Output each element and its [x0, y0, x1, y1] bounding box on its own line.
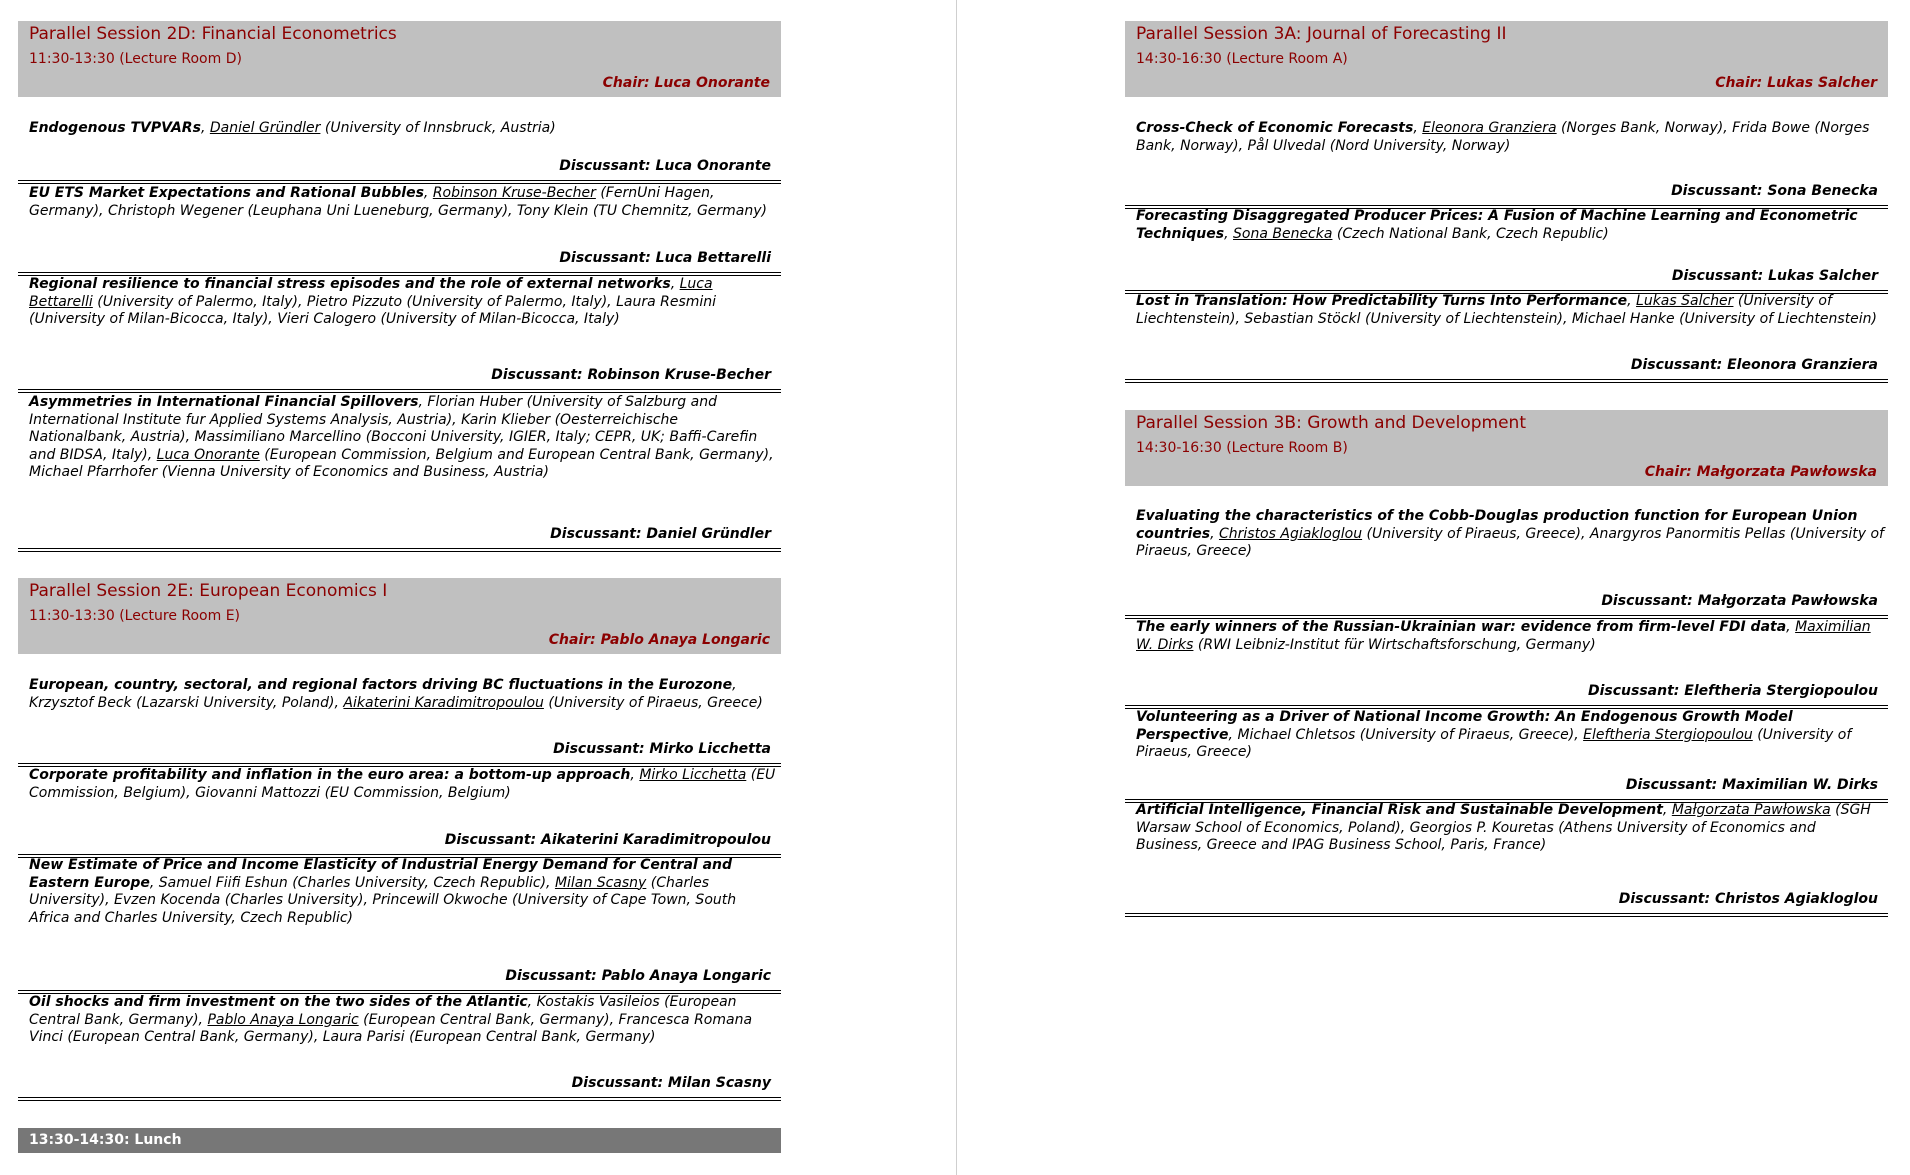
discussant-label: Discussant: Małgorzata Pawłowska	[1601, 593, 1878, 609]
paper-title: Volunteering as a Driver of National Income Growth: An Endogenous Growth Model Perspective	[1136, 709, 1793, 743]
paper-title: Cross-Check of Economic Forecasts	[1136, 120, 1414, 136]
presenter-name: Eleftheria Stergiopoulou	[1583, 726, 1753, 743]
presenter-name: Sona Benecka	[1233, 225, 1333, 242]
presenter-name: Maximilian W. Dirks	[1136, 619, 1871, 653]
paper-entry: Cross-Check of Economic Forecasts, Eleonora Granziera (Norges Bank, Norway), Frida Bowe (Norges Bank, Norway), Pål Ulvedal (Nord University, Norway)	[1136, 120, 1870, 154]
paper-title: European, country, sectoral, and regional factors driving BC fluctuations in the Eurozone	[29, 677, 733, 693]
discussant-label: Discussant: Maximilian W. Dirks	[1625, 777, 1878, 793]
discussant-label: Discussant: Mirko Licchetta	[553, 741, 771, 757]
lunch-label: 13:30-14:30: Lunch	[29, 1132, 182, 1148]
presenter-name: Pablo Anaya Longaric	[207, 1011, 359, 1028]
session-time: 11:30-13:30 (Lecture Room E)	[29, 608, 241, 624]
paper-entry: Lost in Translation: How Predictability Turns Into Performance, Lukas Salcher (University of Liechtenstein), Sebastian Stöckl (University of Liechtenstein), Michael Hanke (University of Liechtenstein)	[1136, 293, 1878, 327]
paper-title: Forecasting Disaggregated Producer Prices: A Fusion of Machine Learning and Econometric Techniques	[1136, 208, 1858, 242]
presenter-name: Daniel Gründler	[209, 120, 321, 136]
presenter-name: Milan Scasny	[554, 874, 647, 891]
paper-title: Regional resilience to financial stress episodes and the role of external networks	[29, 276, 671, 292]
paper-entry: The early winners of the Russian-Ukrainian war: evidence from firm-level FDI data, Maximilian W. Dirks (RWI Leibniz-Institut für Wirtschaftsforschung, Germany)	[1136, 619, 1871, 653]
paper-title: New Estimate of Price and Income Elasticity of Industrial Energy Demand for Central and Eastern Europe	[29, 857, 733, 891]
paper-entry: EU ETS Market Expectations and Rational Bubbles, Robinson Kruse-Becher (FernUni Hagen, Germany), Christoph Wegener (Leuphana Uni Lueneburg, Germany), Tony Klein (TU Chemnitz, Germany)	[29, 185, 767, 219]
discussant-label: Discussant: Christos Agiakloglou	[1618, 891, 1878, 907]
session-chair: Chair: Lukas Salcher	[1715, 75, 1877, 91]
discussant-label: Discussant: Aikaterini Karadimitropoulou	[444, 832, 771, 848]
discussant-label: Discussant: Milan Scasny	[571, 1075, 771, 1091]
discussant-label: Discussant: Eleonora Granziera	[1630, 357, 1878, 373]
paper-title: Oil shocks and firm investment on the two sides of the Atlantic	[29, 994, 528, 1010]
paper-separator	[18, 389, 781, 393]
paper-title: Asymmetries in International Financial Spillovers	[29, 394, 419, 410]
session-header-3b	[1125, 410, 1888, 486]
session-header-2d	[18, 21, 781, 97]
presenter-name: Małgorzata Pawłowska	[1671, 802, 1831, 818]
session-chair: Chair: Luca Onorante	[602, 75, 770, 91]
paper-separator	[18, 548, 781, 552]
paper-title: Corporate profitability and inflation in the euro area: a bottom-up approach	[29, 767, 631, 783]
paper-entry: Oil shocks and firm investment on the two sides of the Atlantic, Kostakis Vasileios (European Central Bank, Germany), Pablo Anaya Longaric (European Central Bank, Germany), Francesca Romana Vinci (European Central Bank, Germany), Laura Parisi (European Central Bank, Germany)	[29, 994, 753, 1045]
paper-title: Endogenous TVPVARs	[29, 120, 201, 136]
discussant-label: Discussant: Eleftheria Stergiopoulou	[1588, 683, 1878, 699]
session-title: Parallel Session 3A: Journal of Forecasting II	[1136, 24, 1507, 44]
paper-title: Evaluating the characteristics of the Cobb-Douglas production function for European Union countries	[1136, 508, 1858, 542]
paper-entry: Volunteering as a Driver of National Income Growth: An Endogenous Growth Model Perspective, Michael Chletsos (University of Piraeus, Greece), Eleftheria Stergiopoulou (University of Piraeus, Greece)	[1136, 709, 1852, 760]
column-divider	[956, 0, 957, 1175]
discussant-label: Discussant: Pablo Anaya Longaric	[505, 968, 771, 984]
paper-title: The early winners of the Russian-Ukrainian war: evidence from firm-level FDI data	[1136, 619, 1787, 635]
presenter-name: Luca Onorante	[156, 446, 260, 463]
lunch-bar	[18, 1128, 781, 1153]
discussant-label: Discussant: Luca Bettarelli	[559, 250, 771, 266]
paper-separator	[1125, 913, 1888, 917]
paper-separator	[18, 1097, 781, 1101]
discussant-label: Discussant: Sona Benecka	[1671, 183, 1878, 199]
session-chair: Chair: Małgorzata Pawłowska	[1644, 464, 1877, 480]
paper-entry: Evaluating the characteristics of the Cobb-Douglas production function for European Union countries, Christos Agiakloglou (University of Piraeus, Greece), Anargyros Panormitis Pellas (University of Piraeus, Greece)	[1136, 508, 1884, 559]
paper-entry: Artificial Intelligence, Financial Risk and Sustainable Development, Małgorzata Pawłowska (SGH Warsaw School of Economics, Poland), Georgios P. Kouretas (Athens University of Economics and Business, Greece and IPAG Business School, Paris, France)	[1136, 802, 1871, 853]
discussant-label: Discussant: Robinson Kruse-Becher	[491, 367, 771, 383]
presenter-name: Robinson Kruse-Becher	[432, 185, 596, 201]
session-title: Parallel Session 3B: Growth and Development	[1136, 413, 1526, 433]
presenter-name: Lukas Salcher	[1636, 293, 1734, 309]
paper-entry: European, country, sectoral, and regional factors driving BC fluctuations in the Eurozone, Krzysztof Beck (Lazarski University, Poland), Aikaterini Karadimitropoulou (University of Piraeus, Greece)	[29, 677, 763, 711]
session-time: 14:30-16:30 (Lecture Room B)	[1136, 440, 1348, 456]
discussant-label: Discussant: Lukas Salcher	[1671, 268, 1878, 284]
session-chair: Chair: Pablo Anaya Longaric	[548, 632, 770, 648]
session-title: Parallel Session 2E: European Economics I	[29, 581, 388, 601]
paper-title: EU ETS Market Expectations and Rational Bubbles	[29, 185, 424, 201]
session-time: 14:30-16:30 (Lecture Room A)	[1136, 51, 1348, 67]
session-time: 11:30-13:30 (Lecture Room D)	[29, 51, 242, 67]
presenter-name: Mirko Licchetta	[639, 767, 747, 783]
paper-entry: Asymmetries in International Financial Spillovers, Florian Huber (University of Salzburg and International Institute fur Applied Systems Analysis, Austria), Karin Klieber (Oesterreichische Nationalbank, Austria), Massimiliano Marcellino (Bocconi University, IGIER, Italy; CEPR, UK; Baffi-Carefin and BIDSA, Italy), Luca Onorante (European Commission, Belgium and European Central Bank, Germany), Michael Pfarrhofer (Vienna University of Economics and Business, Austria)	[29, 394, 774, 480]
presenter-name: Eleonora Granziera	[1422, 120, 1557, 136]
presenter-name: Christos Agiakloglou	[1218, 525, 1363, 542]
session-header-2e	[18, 578, 781, 654]
session-title: Parallel Session 2D: Financial Econometrics	[29, 24, 397, 44]
paper-separator	[18, 180, 781, 184]
paper-title: Artificial Intelligence, Financial Risk and Sustainable Development	[1136, 802, 1663, 818]
presenter-name: Aikaterini Karadimitropoulou	[343, 694, 544, 711]
paper-entry: Corporate profitability and inflation in the euro area: a bottom-up approach, Mirko Licchetta (EU Commission, Belgium), Giovanni Mattozzi (EU Commission, Belgium)	[29, 767, 776, 801]
discussant-label: Discussant: Daniel Gründler	[550, 526, 771, 542]
paper-title: Lost in Translation: How Predictability Turns Into Performance	[1136, 293, 1628, 309]
paper-entry: Regional resilience to financial stress episodes and the role of external networks, Luca Bettarelli (University of Palermo, Italy), Pietro Pizzuto (University of Palermo, Italy), Laura Resmini (University of Milan-Bicocca, Italy), Vieri Calogero (University of Milan-Bicocca, Italy)	[29, 276, 717, 327]
session-header-3a	[1125, 21, 1888, 97]
paper-separator	[1125, 379, 1888, 383]
discussant-label: Discussant: Luca Onorante	[559, 158, 771, 174]
presenter-name: Luca Bettarelli	[29, 276, 713, 310]
paper-entry: New Estimate of Price and Income Elasticity of Industrial Energy Demand for Central and Eastern Europe, Samuel Fiifi Eshun (Charles University, Czech Republic), Milan Scasny (Charles University), Evzen Kocenda (Charles University), Princewill Okwoche (University of Cape Town, South Africa and Charles University, Czech Republic)	[29, 857, 737, 926]
paper-entry: Forecasting Disaggregated Producer Prices: A Fusion of Machine Learning and Econometric Techniques, Sona Benecka (Czech National Bank, Czech Republic)	[1136, 208, 1858, 242]
paper-entry: Endogenous TVPVARs, Daniel Gründler (University of Innsbruck, Austria)	[29, 120, 556, 136]
